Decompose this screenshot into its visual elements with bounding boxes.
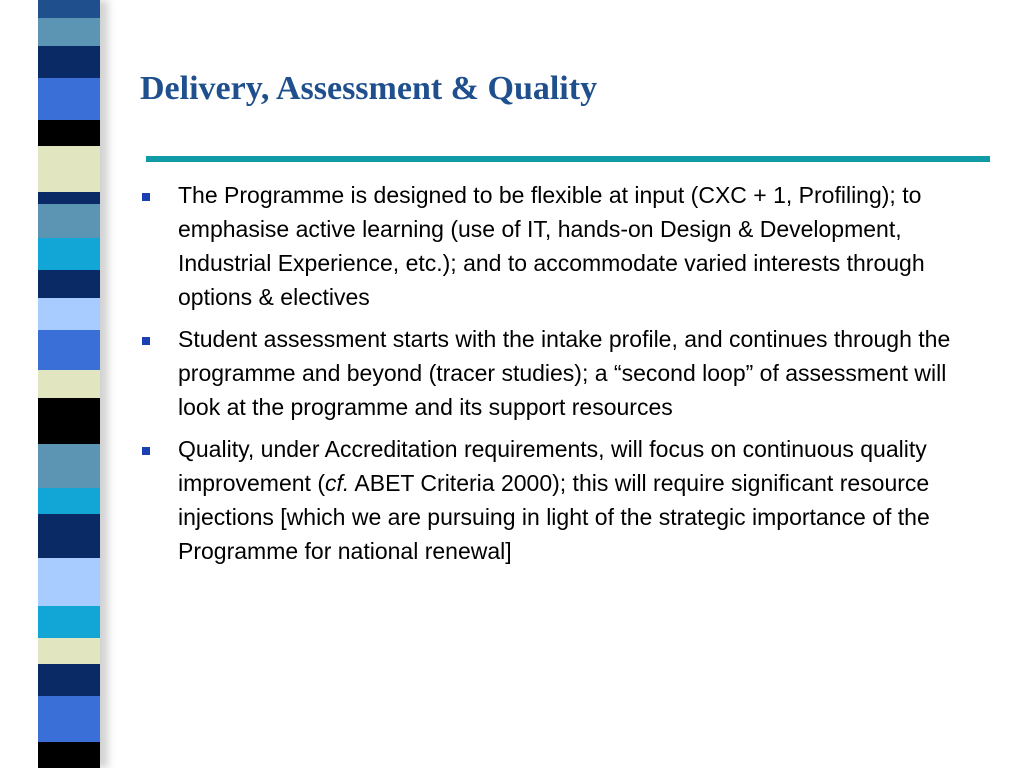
bullet-text-after: ABET Criteria 2000); this will require significant resource injections [which we are pursuing in light of the strategic importance of the Programme for national renewal] [178,470,930,564]
stripe-band [38,298,100,330]
square-bullet-icon [142,447,150,455]
bullet-text-italic: cf. [324,470,350,496]
bullet-text: The Programme is designed to be flexible at input (CXC + 1, Profiling); to emphasise active learning (use of IT, hands-on Design & Development, Industrial Experience, etc.); and to accommodate varied interests through options & electives [178,182,925,310]
stripe-band [38,146,100,192]
stripe-band [38,192,100,204]
stripe-band [38,18,100,46]
stripe-band [38,270,100,298]
stripe-band [38,696,100,742]
stripe-band [38,120,100,146]
stripe-band [38,370,100,398]
stripe-band [38,606,100,638]
bullet-text: Student assessment starts with the intake profile, and continues through the programme and beyond (tracer studies); a “second loop” of assessment will look at the programme and its support resources [178,326,951,420]
stripe-band [38,330,100,370]
stripe-band [38,398,100,444]
stripe-band [38,46,100,78]
bullet-item [140,178,990,314]
stripe-band [38,638,100,664]
square-bullet-icon [142,193,150,201]
stripe-band [38,488,100,514]
stripe-band [38,558,100,606]
stripe-band [38,204,100,238]
stripe-band [38,742,100,768]
stripe-band [38,444,100,488]
slide-title: Delivery, Assessment & Quality [140,70,598,107]
stripe-band [38,0,100,18]
stripe-band [38,514,100,558]
title-underline [146,156,990,162]
bullet-item [140,432,990,568]
bullet-list [140,178,990,576]
decorative-stripe-bar [0,0,118,768]
stripe-band [38,664,100,696]
stripe-band [38,238,100,270]
bullet-item [140,322,990,424]
square-bullet-icon [142,337,150,345]
bullet-text-before: Quality, under Accreditation requirements, will focus on continuous quality improvement ( [178,436,927,496]
stripe-band [38,78,100,120]
